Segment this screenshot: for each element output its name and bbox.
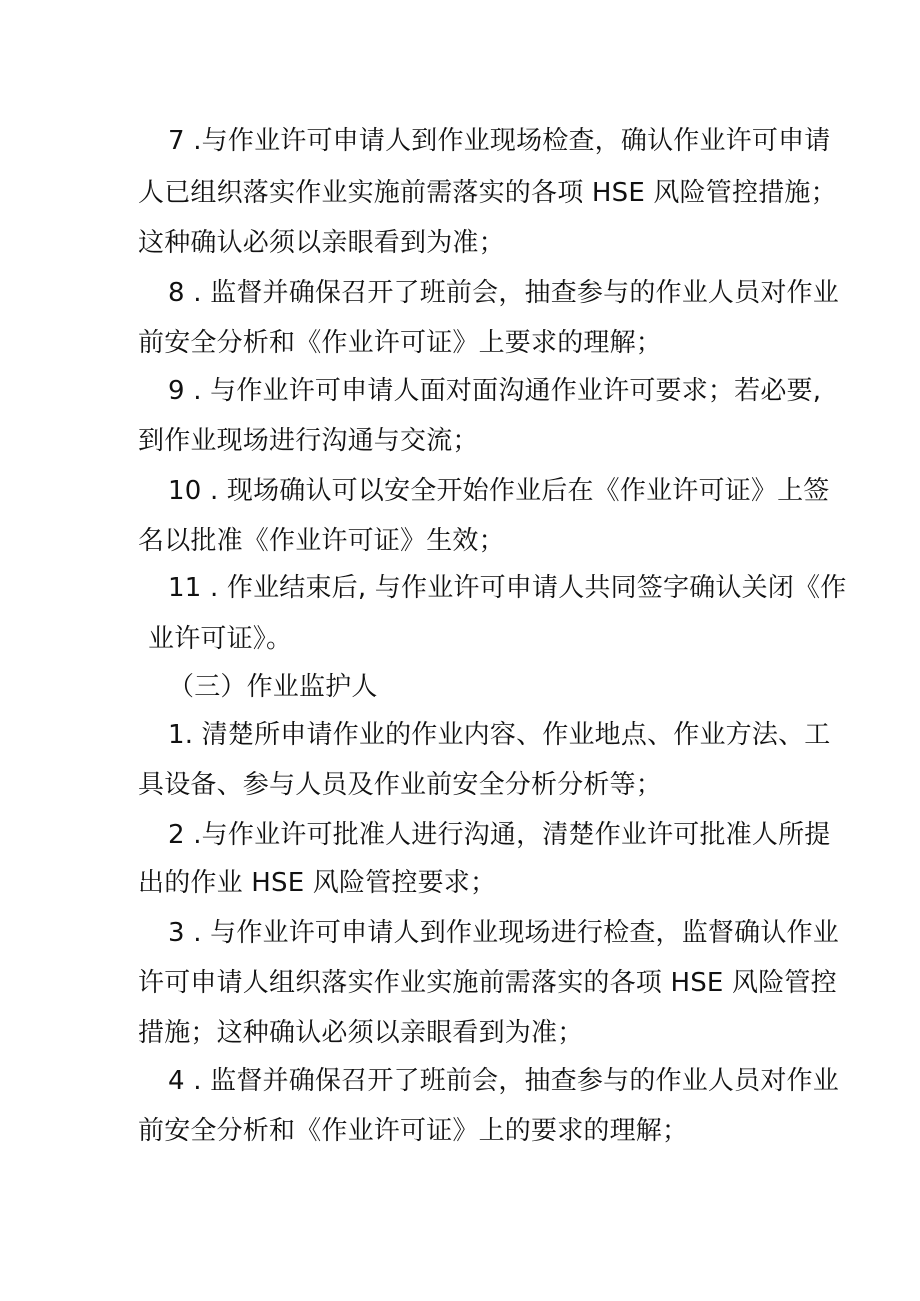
text-line: 到作业现场进行沟通与交流； [138,426,479,456]
text-line: 9 . 与作业许可申请人面对面沟通作业许可要求；若必要, [168,376,822,406]
text-line: 10 . 现场确认可以安全开始作业后在《作业许可证》上签 [168,476,830,506]
text-line: 具设备、参与人员及作业前安全分析分析等； [138,770,663,800]
text-line: 措施；这种确认必须以亲眼看到为准； [138,1018,584,1048]
text-line: 1. 清楚所申请作业的作业内容、作业地点、作业方法、工 [168,720,831,750]
text-line: 许可申请人组织落实作业实施前需落实的各项 HSE 风险管控 [138,968,837,998]
text-line: 8 . 监督并确保召开了班前会，抽查参与的作业人员对作业 [168,278,839,308]
text-line: 3 . 与作业许可申请人到作业现场进行检查，监督确认作业 [168,918,839,948]
text-line: 7 .与作业许可申请人到作业现场检查，确认作业许可申请 [168,126,831,156]
text-line: 前安全分析和《作业许可证》上的要求的理解； [138,1116,689,1146]
text-line: 业许可证》。 [148,624,293,654]
text-line: 出的作业 HSE 风险管控要求； [138,868,497,898]
text-line: 人已组织落实作业实施前需落实的各项 HSE 风险管控措施； [138,178,837,208]
section-heading: （三）作业监护人 [168,672,378,702]
text-line: 名以批准《作业许可证》生效； [138,526,505,556]
text-line: 前安全分析和《作业许可证》上要求的理解； [138,328,663,358]
text-line: 4 . 监督并确保召开了班前会，抽查参与的作业人员对作业 [168,1066,839,1096]
text-line: 这种确认必须以亲眼看到为准； [138,228,505,258]
text-line: 11 . 作业结束后, 与作业许可申请人共同签字确认关闭《作 [168,573,847,603]
text-line: 2 .与作业许可批准人进行沟通，清楚作业许可批准人所提 [168,820,831,850]
